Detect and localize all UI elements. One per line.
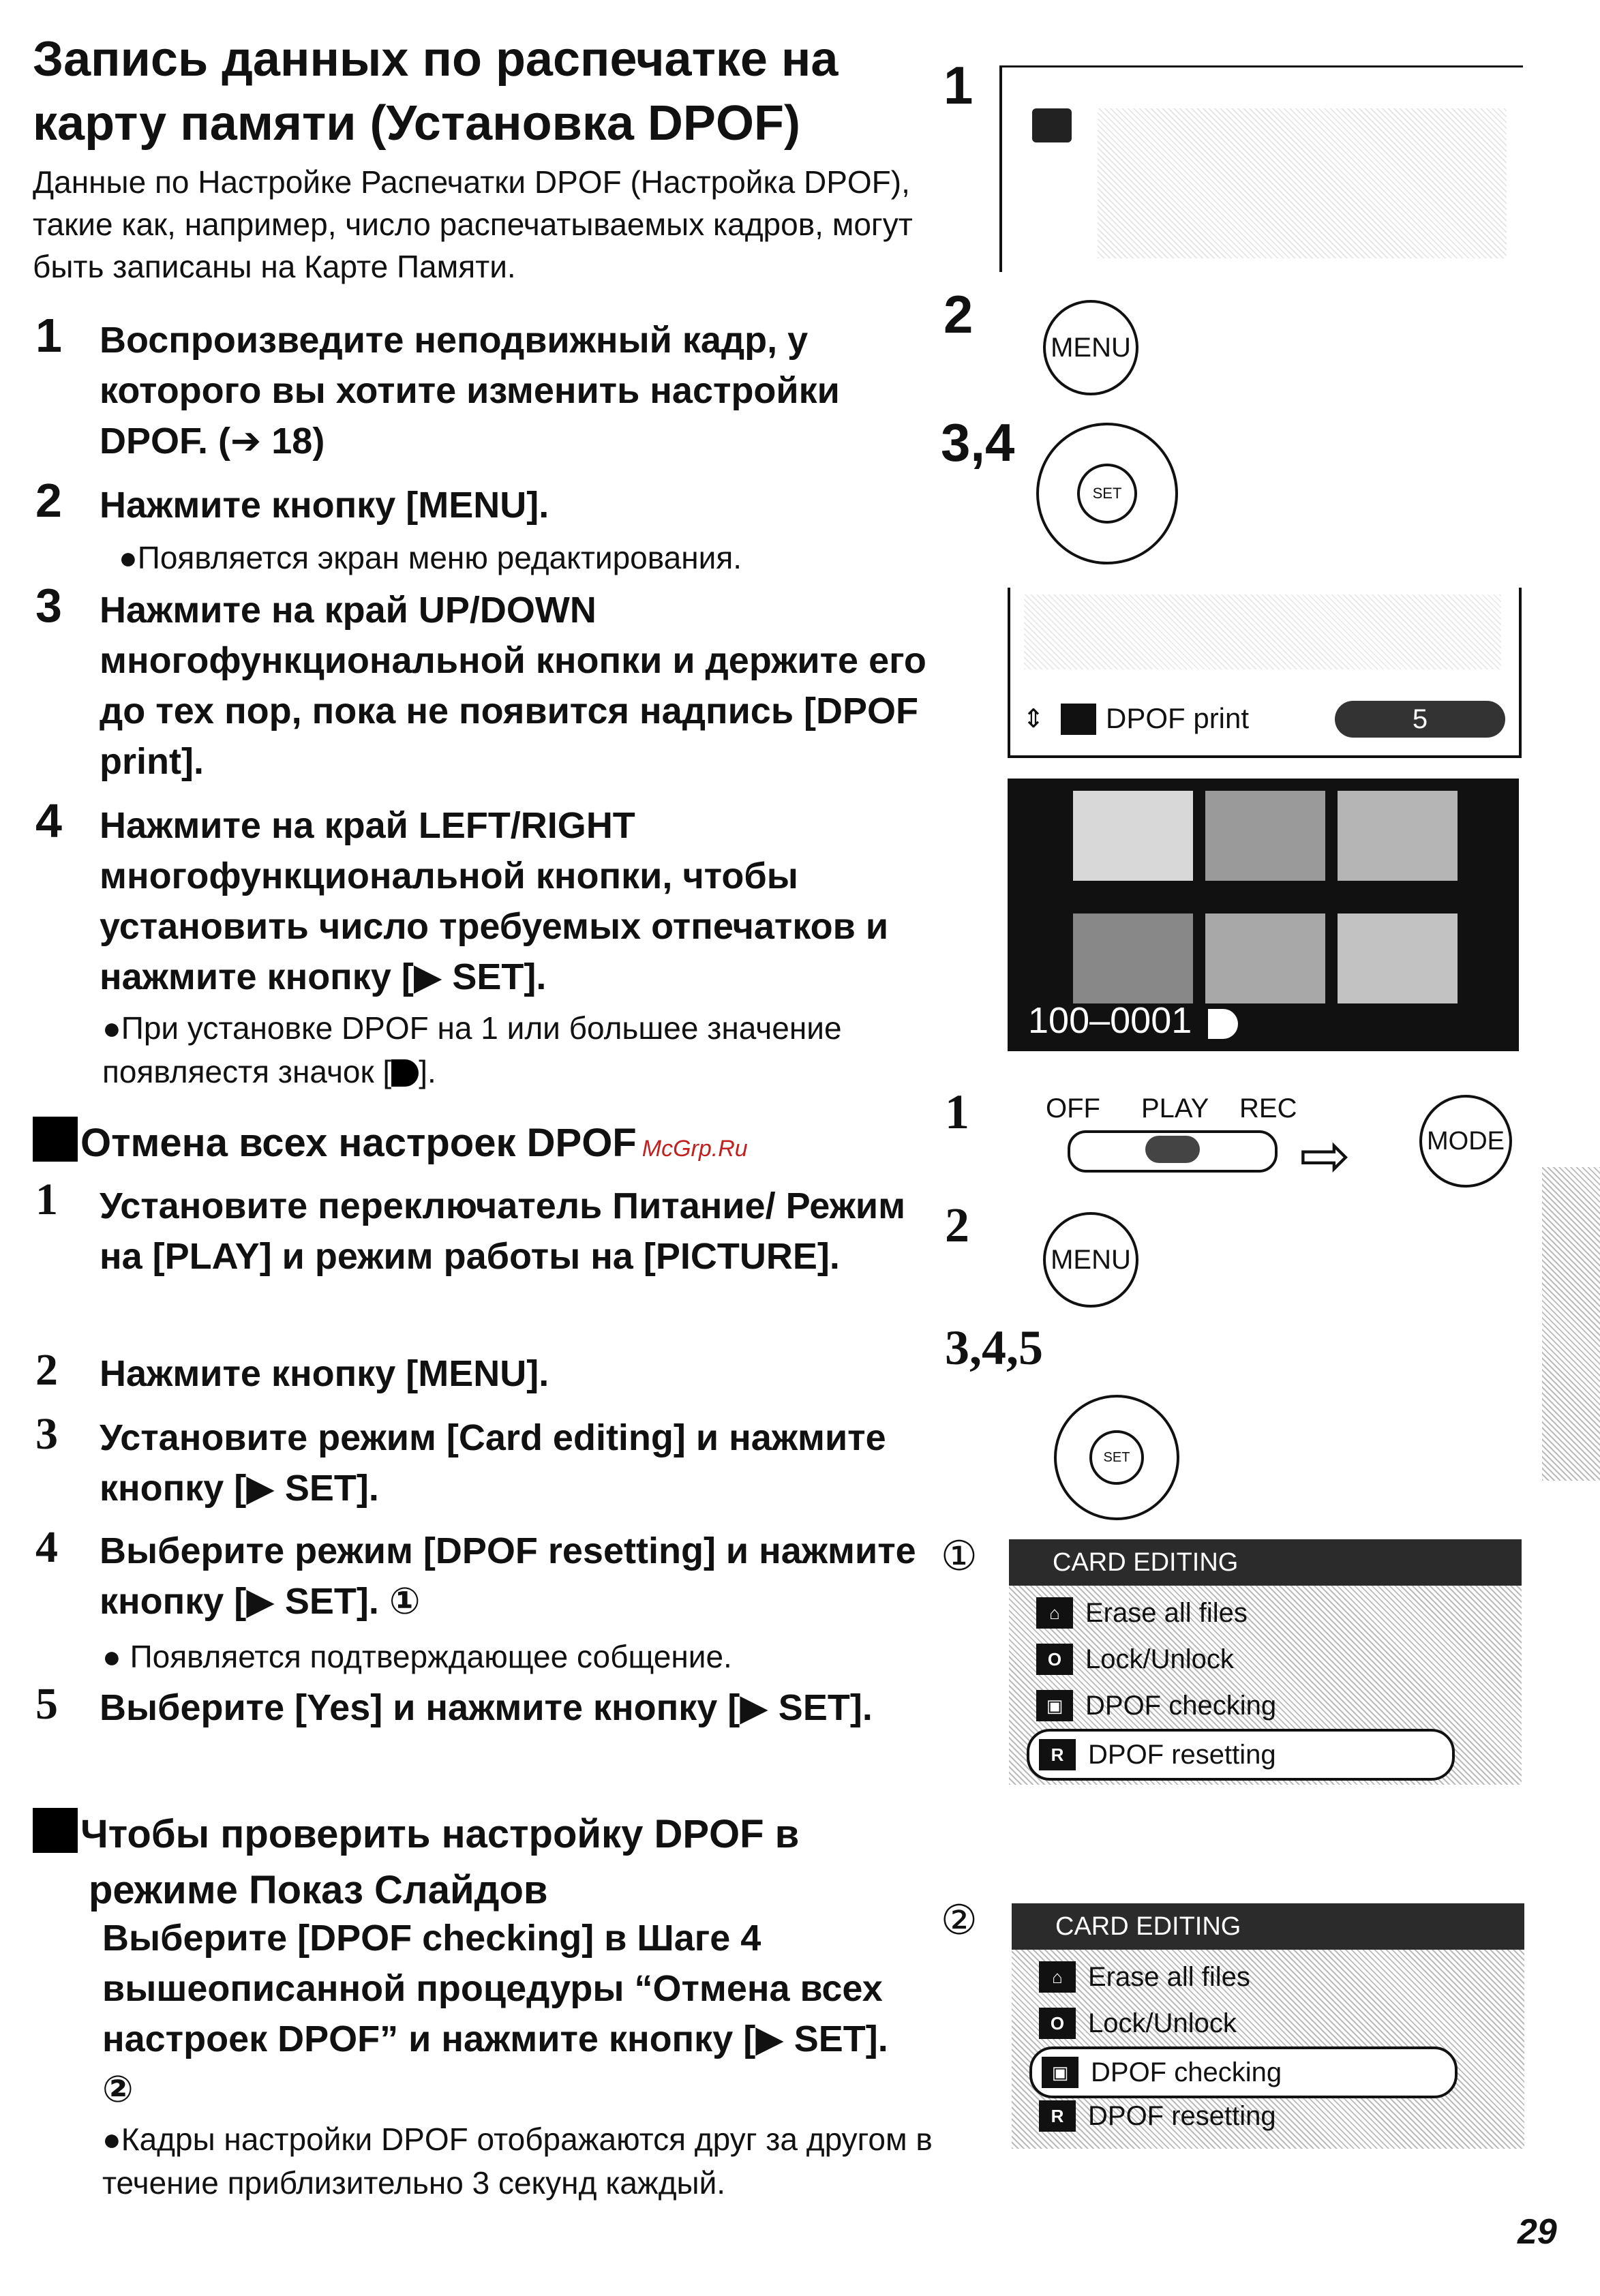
dpof-print-panel bbox=[1008, 588, 1522, 758]
thumbnail[interactable] bbox=[1073, 913, 1193, 1003]
power-mode-switch[interactable] bbox=[1068, 1130, 1278, 1173]
step-text: Воспроизведите неподвижный кадр, у которого вы хотите изменить настройки DPOF. (➔ 18) bbox=[100, 320, 840, 462]
menu-item-erase-all[interactable]: ⌂ Erase all files bbox=[1036, 1590, 1473, 1636]
step-number: 2 bbox=[35, 1345, 58, 1395]
arrow-right-icon: ⇨ bbox=[1299, 1122, 1351, 1190]
menu-title-bar: CARD EDITING bbox=[1012, 1903, 1524, 1950]
menu-title-bar: CARD EDITING bbox=[1009, 1539, 1522, 1586]
trash-icon: ⌂ bbox=[1036, 1597, 1073, 1629]
camera-icon bbox=[1032, 108, 1072, 142]
step-text: Нажмите кнопку [MENU]. bbox=[100, 1353, 549, 1394]
menu-item-dpof-resetting[interactable]: R DPOF resetting bbox=[1039, 2093, 1475, 2139]
switch-off-label: OFF bbox=[1046, 1093, 1100, 1123]
menu-button[interactable]: MENU bbox=[1043, 300, 1138, 395]
section-heading-check-line2: режиме Показ Слайдов bbox=[89, 1868, 548, 1912]
key-icon: O bbox=[1036, 1644, 1073, 1675]
step-text: Установите переключатель Питание/ Режим на [PLAY] и режим работы на [PICTURE]. bbox=[100, 1185, 906, 1277]
switch-play-label: PLAY bbox=[1141, 1093, 1209, 1123]
lcd-screen-play bbox=[999, 65, 1523, 272]
section-heading-check: Чтобы проверить настройку DPOF в bbox=[33, 1807, 799, 1862]
mode-button[interactable]: MODE bbox=[1419, 1095, 1512, 1188]
dpof-reset-icon: R bbox=[1039, 1739, 1076, 1770]
page-number: 29 bbox=[1518, 2212, 1557, 2252]
set-button[interactable]: SET bbox=[1089, 1430, 1144, 1485]
figure-step-3-4-5: 3,4,5 bbox=[945, 1320, 1043, 1375]
step-number: 4 bbox=[35, 1522, 58, 1572]
menu-button[interactable]: MENU bbox=[1043, 1212, 1138, 1308]
updown-icon: ⇕ bbox=[1023, 705, 1044, 734]
intro-paragraph: Данные по Настройке Распечатки DPOF (Настройка DPOF), такие как, например, число распечатываемых кадров, могут быть записаны на Карте Памяти. bbox=[33, 164, 913, 284]
menu-item-dpof-checking[interactable]: ▣ DPOF checking bbox=[1036, 1682, 1473, 1729]
thumbnail[interactable] bbox=[1205, 791, 1325, 881]
heading-marker bbox=[33, 1117, 78, 1162]
dpof-icon bbox=[1061, 704, 1096, 735]
callout-2: ② bbox=[941, 1897, 978, 1943]
file-number: 100–0001 bbox=[1028, 1000, 1192, 1041]
bullet-note: ●Кадры настройки DPOF отображаются друг за другом в течение приблизительно 3 секунд каждый. bbox=[102, 2121, 933, 2201]
screen-noise bbox=[1098, 108, 1507, 258]
figure-step-2: 2 bbox=[944, 284, 973, 344]
switch-knob[interactable] bbox=[1145, 1136, 1200, 1163]
step-text: Нажмите на край LEFT/RIGHT многофункциональной кнопки, чтобы установить число требуемых отпечатков и нажмите кнопку [▶ SET]. bbox=[100, 805, 889, 997]
multi-function-dial[interactable] bbox=[1054, 1395, 1179, 1520]
menu-item-erase-all[interactable]: ⌂ Erase all files bbox=[1039, 1954, 1475, 2000]
check-text: Выберите [DPOF checking] в Шаге 4 вышеописанной процедуры “Отмена всех настроек DPOF” и нажмите кнопку [▶ SET]. ② bbox=[102, 1918, 888, 2110]
trash-icon: ⌂ bbox=[1039, 1961, 1076, 1993]
dpof-count[interactable]: 5 bbox=[1335, 701, 1505, 738]
dpof-print-icon bbox=[391, 1059, 419, 1087]
page-title: Запись данных по распечатке на карту памяти (Установка DPOF) bbox=[33, 32, 839, 151]
thumbnail-screen bbox=[1008, 779, 1519, 1051]
card-editing-menu-1 bbox=[1009, 1539, 1522, 1785]
step-number: 3 bbox=[35, 1409, 58, 1459]
watermark: McGrp.Ru bbox=[641, 1136, 748, 1162]
bullet-note: ●Появляется экран меню редактирования. bbox=[119, 540, 742, 575]
menu-item-dpof-checking[interactable]: ▣ DPOF checking bbox=[1029, 2046, 1458, 2098]
dpof-check-icon: ▣ bbox=[1042, 2057, 1078, 2088]
thumbnail[interactable] bbox=[1338, 913, 1458, 1003]
key-icon: O bbox=[1039, 2008, 1076, 2039]
section-side-tab bbox=[1542, 1167, 1600, 1481]
step-number: 1 bbox=[35, 309, 62, 362]
step-text: Нажмите кнопку [MENU]. bbox=[100, 485, 549, 526]
menu-item-dpof-resetting[interactable]: R DPOF resetting bbox=[1027, 1729, 1455, 1781]
card-editing-menu-2 bbox=[1012, 1903, 1524, 2149]
menu-item-lock-unlock[interactable]: O Lock/Unlock bbox=[1036, 1636, 1473, 1682]
thumbnail[interactable] bbox=[1338, 791, 1458, 881]
dpof-check-icon: ▣ bbox=[1036, 1690, 1073, 1721]
step-text: Установите режим [Card editing] и нажмите кнопку [▶ SET]. bbox=[100, 1417, 886, 1509]
dpof-print-label: DPOF print bbox=[1106, 702, 1250, 734]
switch-rec-label: REC bbox=[1239, 1093, 1297, 1123]
step-text: Выберите [Yes] и нажмите кнопку [▶ SET]. bbox=[100, 1687, 873, 1728]
thumbnail[interactable] bbox=[1205, 913, 1325, 1003]
step-number: 3 bbox=[35, 579, 62, 632]
figure-step-1: 1 bbox=[945, 1085, 969, 1139]
heading-marker bbox=[33, 1808, 78, 1853]
callout-1: ① bbox=[941, 1533, 978, 1579]
bullet-note: ●При установке DPOF на 1 или большее значение появляестя значок [ ]. bbox=[102, 1010, 842, 1089]
figure-step-1: 1 bbox=[944, 55, 973, 115]
figure-step-2: 2 bbox=[945, 1198, 969, 1252]
menu-item-lock-unlock[interactable]: O Lock/Unlock bbox=[1039, 2000, 1475, 2046]
figure-step-3-4: 3,4 bbox=[941, 412, 1015, 472]
step-number: 4 bbox=[35, 794, 62, 847]
thumbnail[interactable] bbox=[1073, 791, 1193, 881]
step-number: 2 bbox=[35, 474, 62, 527]
dpof-print-icon bbox=[1208, 1009, 1238, 1039]
screen-noise bbox=[1024, 594, 1501, 669]
bullet-note: ● Появляется подтверждающее собщение. bbox=[102, 1639, 732, 1674]
step-text: Нажмите на край UP/DOWN многофункциональной кнопки и держите его до тех пор, пока не появится надпись [DPOF print]. bbox=[100, 590, 926, 782]
step-number: 1 bbox=[35, 1175, 58, 1224]
multi-function-dial[interactable] bbox=[1036, 423, 1178, 564]
set-button[interactable]: SET bbox=[1077, 464, 1137, 524]
step-number: 5 bbox=[35, 1679, 58, 1729]
section-heading-cancel: Отмена всех настроек DPOF McGrp.Ru bbox=[33, 1115, 748, 1177]
dpof-reset-icon: R bbox=[1039, 2100, 1076, 2132]
step-text: Выберите режим [DPOF resetting] и нажмите кнопку [▶ SET]. ① bbox=[100, 1530, 916, 1622]
